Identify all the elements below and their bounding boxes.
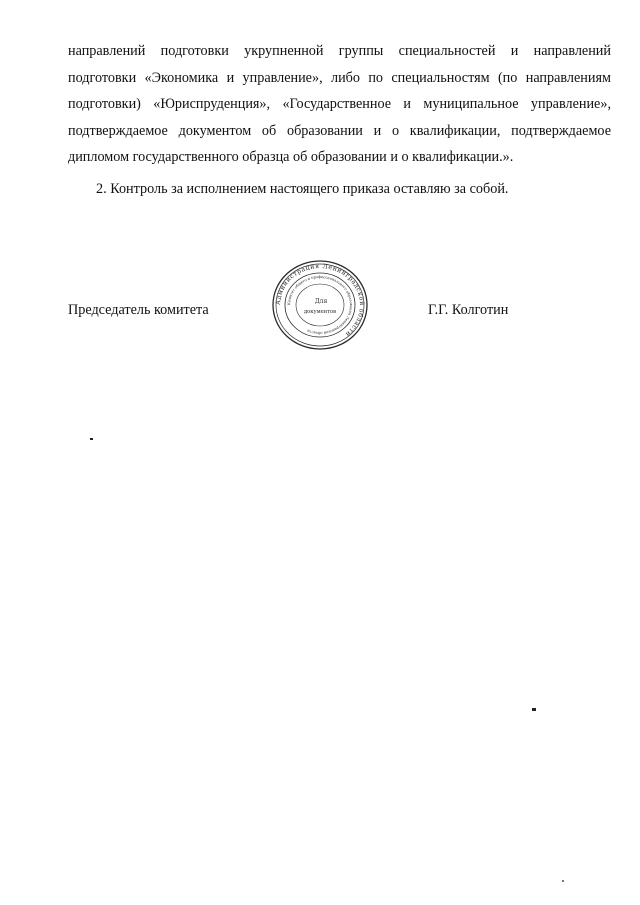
seal-icon [270,258,370,352]
body-paragraph [68,38,611,171]
seal-inner-ring-text: Комитет общего и профессионального образования Ленинградской области [286,274,354,336]
seal-center-bottom: документов [303,309,337,315]
seal-center-top: Для [314,298,328,305]
seal-ring-text: Администрация Ленинградской области [274,262,366,338]
scan-speck [90,438,93,440]
paragraph-line: подготовки «Экономика и управление», либо по специальностям (по направлениям [68,69,611,86]
paragraph-line: дипломом государственного образца об образовании и о квалификации.». [68,149,514,166]
signatory-title: Председатель комитета [68,302,209,318]
paragraph-line: направлений подготовки укрупненной группы специальностей и направлений [68,43,611,59]
scan-speck [562,880,564,882]
scan-speck [532,708,536,711]
official-seal [270,258,370,352]
signatory-name: Г.Г. Колготин [428,302,509,318]
item-2-text: 2. Контроль за исполнением настоящего приказа оставляю за собой. [96,181,509,197]
paragraph-line: подготовки) «Юриспруденция», «Государственное и муниципальное управление», [68,96,611,113]
paragraph-line: подтверждаемое документом об образовании и о квалификации, подтверждаемое [68,122,611,139]
